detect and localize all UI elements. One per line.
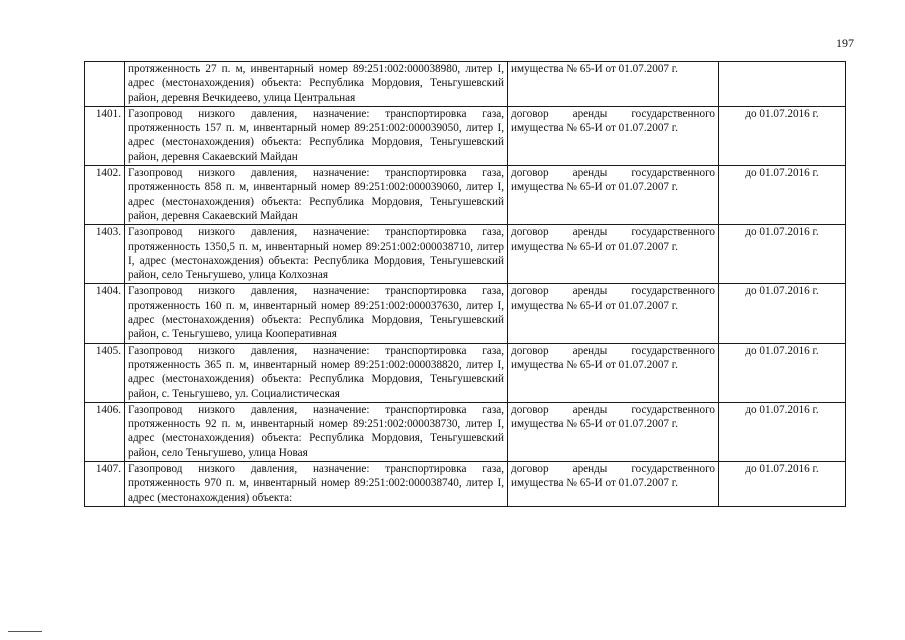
table-row (85, 106, 846, 165)
term-cell (719, 62, 846, 107)
row-number-cell: 1404. (85, 284, 125, 343)
object-description-cell: Газопровод низкого давления, назначение: транспортировка газа, протяженность 365 п. м, инвентарный номер 89:251:002:000038820, литер I, адрес (местонахождения) объекта: Республика Мордовия, Теньгушевский район, с. Теньгушево, ул. Социалистическая (125, 343, 508, 402)
term-cell: до 01.07.2016 г. (719, 402, 846, 461)
object-description-cell: Газопровод низкого давления, назначение: транспортировка газа, протяженность 160 п. м, инвентарный номер 89:251:002:000037630, литер I, адрес (местонахождения) объекта: Республика Мордовия, Теньгушевский район, с. Теньгушево, улица Кооперативная (125, 284, 508, 343)
object-description-cell: Газопровод низкого давления, назначение: транспортировка газа, протяженность 1350,5 п. м, инвентарный номер 89:251:002:000038710, литер I, адрес (местонахождения) объекта: Республика Мордовия, Теньгушевский район, село Теньгушево, улица Колхозная (125, 225, 508, 284)
legal-basis-cell: имущества № 65-И от 01.07.2007 г. (508, 62, 719, 107)
object-description-cell: Газопровод низкого давления, назначение: транспортировка газа, протяженность 92 п. м, инвентарный номер 89:251:002:000038730, литер I, адрес (местонахождения) объекта: Республика Мордовия, Теньгушевский район, село Теньгушево, улица Новая (125, 402, 508, 461)
legal-basis-cell: договор аренды государственного имущества № 65-И от 01.07.2007 г. (508, 343, 719, 402)
row-number-cell: 1403. (85, 225, 125, 284)
object-description-cell: Газопровод низкого давления, назначение: транспортировка газа, протяженность 858 п. м, инвентарный номер 89:251:002:000039060, литер I, адрес (местонахождения) объекта: Республика Мордовия, Теньгушевский район, деревня Сакаевский Майдан (125, 166, 508, 225)
object-description-cell: Газопровод низкого давления, назначение: транспортировка газа, протяженность 157 п. м, инвентарный номер 89:251:002:000039050, литер I, адрес (местонахождения) объекта: Республика Мордовия, Теньгушевский район, деревня Сакаевский Майдан (125, 106, 508, 165)
table-row (85, 62, 846, 107)
legal-basis-cell: договор аренды государственного имущества № 65-И от 01.07.2007 г. (508, 106, 719, 165)
property-registry-table (84, 61, 846, 507)
object-description-cell: Газопровод низкого давления, назначение: транспортировка газа, протяженность 970 п. м, инвентарный номер 89:251:002:000038740, литер I, адрес (местонахождения) объекта: (125, 462, 508, 507)
term-cell: до 01.07.2016 г. (719, 225, 846, 284)
legal-basis-cell: договор аренды государственного имущества № 65-И от 01.07.2007 г. (508, 462, 719, 507)
legal-basis-cell: договор аренды государственного имущества № 65-И от 01.07.2007 г. (508, 284, 719, 343)
term-cell: до 01.07.2016 г. (719, 462, 846, 507)
table-row (85, 343, 846, 402)
term-cell: до 01.07.2016 г. (719, 106, 846, 165)
page-number: 197 (836, 36, 854, 50)
legal-basis-cell: договор аренды государственного имущества № 65-И от 01.07.2007 г. (508, 225, 719, 284)
row-number-cell: 1402. (85, 166, 125, 225)
table-row (85, 225, 846, 284)
object-description-cell: протяженность 27 п. м, инвентарный номер 89:251:002:000038980, литер I, адрес (местонахождения) объекта: Республика Мордовия, Теньгушевский район, деревня Вечкидеево, улица Центральная (125, 62, 508, 107)
row-number-cell: 1407. (85, 462, 125, 507)
term-cell: до 01.07.2016 г. (719, 284, 846, 343)
legal-basis-cell: договор аренды государственного имущества № 65-И от 01.07.2007 г. (508, 402, 719, 461)
legal-basis-cell: договор аренды государственного имущества № 65-И от 01.07.2007 г. (508, 166, 719, 225)
term-cell: до 01.07.2016 г. (719, 166, 846, 225)
term-cell: до 01.07.2016 г. (719, 343, 846, 402)
row-number-cell: 1406. (85, 402, 125, 461)
table-row (85, 166, 846, 225)
table-row (85, 462, 846, 507)
row-number-cell: 1405. (85, 343, 125, 402)
row-number-cell (85, 62, 125, 107)
table-row (85, 284, 846, 343)
row-number-cell: 1401. (85, 106, 125, 165)
table-row (85, 402, 846, 461)
scan-artifact-line (8, 631, 42, 632)
